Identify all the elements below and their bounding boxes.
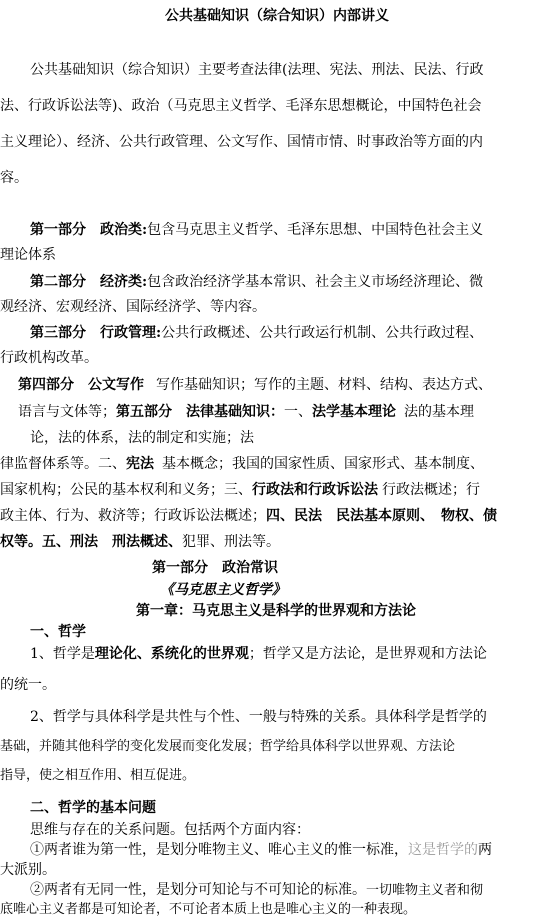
chapter-title: 第一章：马克思主义是科学的世界观和方法论 — [136, 603, 416, 619]
part3-line: 行政机构改革。 — [0, 350, 98, 366]
book-title: 《马克思主义哲学》 — [160, 582, 286, 598]
part5-line — [18, 402, 474, 422]
part3-heading: 第三部分 行政管理: — [30, 325, 162, 341]
paragraph-text: 两 — [478, 842, 492, 858]
part5-bold: 宪法 — [126, 456, 154, 472]
part5-line — [0, 506, 497, 526]
paragraph-line: 指导，使之相互作用、相互促进。 — [0, 768, 196, 783]
part1-line: 理论体系 — [0, 247, 56, 263]
part1-text: 包含马克思主义哲学、毛泽东思想、中国特色社会主义 — [147, 222, 484, 238]
intro-line: 公共基础知识（综合知识）主要考查法律(法理、宪法、刑法、民法、行政 — [30, 62, 484, 78]
paragraph-text: ②两者有无同一性，是划分可知论与不可知论的标准。 — [30, 882, 366, 898]
part5-text: 行政法概述；行 — [382, 482, 480, 498]
intro-line: 法、行政诉讼法等)、政治（马克思主义哲学、毛泽东思想概论，中国特色社会 — [0, 98, 482, 114]
part4-heading: 第四部分 公文写作 — [18, 377, 144, 393]
heading-philosophy: 一、哲学 — [30, 624, 86, 640]
paragraph-line: 大派别。 — [0, 862, 56, 878]
part3-line — [30, 323, 483, 343]
section-title: 第一部分 政治常识 — [152, 560, 278, 576]
paragraph-line: 基础，并随其他科学的变化发展而变化发展；哲学给具体科学以世界观、方法论 — [0, 739, 456, 754]
part3-text: 公共行政概述、公共行政运行机制、公共行政过程、 — [161, 325, 484, 341]
paragraph-text: 1、哲学是 — [30, 646, 95, 662]
part4-text: 语言与文体等； — [18, 404, 116, 420]
part2-text: 包含政治经济学基本常识、社会主义市场经济理论、微 — [147, 274, 484, 290]
paragraph-text: 一切唯物主义者和彻 — [366, 883, 484, 898]
part5-heading: 第五部分 法律基础知识： — [116, 404, 284, 420]
part5-bold: 法学基本理论 — [312, 404, 396, 420]
part1-heading: 第一部分 政治类: — [30, 222, 148, 238]
part5-text: 基本概念；我国的国家性质、国家形式、基本制度、 — [162, 456, 484, 472]
paragraph-text: ①两者谁为第一性，是划分唯物主义、唯心主义的惟一标准， — [30, 842, 408, 858]
part5-text: 律监督体系等。二、 — [0, 456, 126, 472]
paragraph-line — [30, 880, 483, 901]
paragraph-line — [30, 840, 492, 860]
paragraph-line: 思维与存在的关系问题。包括两个方面内容： — [30, 822, 310, 838]
part4-line — [18, 375, 492, 395]
part5-text: 国家机构；公民的基本权利和义务；三、 — [0, 482, 252, 498]
part5-text: 法的基本理 — [404, 404, 474, 420]
part5-line — [0, 480, 480, 500]
paragraph-line: 的统一。 — [0, 677, 56, 693]
paragraph-line: 2、哲学与具体科学是共性与个性、一般与特殊的关系。具体科学是哲学的 — [30, 709, 487, 725]
part5-bold: 四、民法 民法基本原则、 物权、债 — [266, 508, 497, 524]
part5-line — [0, 532, 280, 552]
part2-line — [30, 272, 483, 292]
part2-line: 观经济、宏观经济、国际经济学、等内容。 — [0, 299, 266, 315]
intro-line: 容。 — [0, 170, 28, 186]
part2-heading: 第二部分 经济类: — [30, 274, 148, 290]
part4-text: 写作基础知识；写作的主题、材料、结构、表达方式、 — [156, 377, 492, 393]
document-title: 公共基础知识（综合知识）内部讲义 — [165, 8, 389, 24]
part1-line — [30, 220, 483, 240]
part5-text: 政主体、行为、救济等；行政诉讼法概述； — [0, 508, 266, 524]
paragraph-line: 底唯心主义者都是可知论者，不可论者本质上也是唯心主义的一种表现。 — [0, 902, 417, 917]
paragraph-text: ；哲学又是方法论，是世界观和方法论 — [248, 646, 487, 662]
intro-line: 主义理论）、经济、公共行政管理、公文写作、国情市情、时事政治等方面的内 — [0, 134, 483, 150]
paragraph-line — [30, 644, 487, 664]
part5-text: 一、 — [284, 404, 312, 420]
part5-bold: 行政法和行政诉讼法 — [252, 482, 378, 498]
part5-bold: 权等。五、刑法 刑法概述、 — [0, 534, 182, 550]
part5-line — [0, 454, 484, 474]
heading-basic-question: 二、哲学的基本问题 — [30, 800, 156, 816]
part5-text: 犯罪、刑法等。 — [182, 534, 280, 550]
part5-line: 论，法的体系，法的制定和实施；法 — [30, 430, 254, 446]
paragraph-gray-text: 这是哲学的 — [408, 842, 478, 858]
paragraph-bold: 理论化、系统化的世界观 — [94, 646, 249, 662]
